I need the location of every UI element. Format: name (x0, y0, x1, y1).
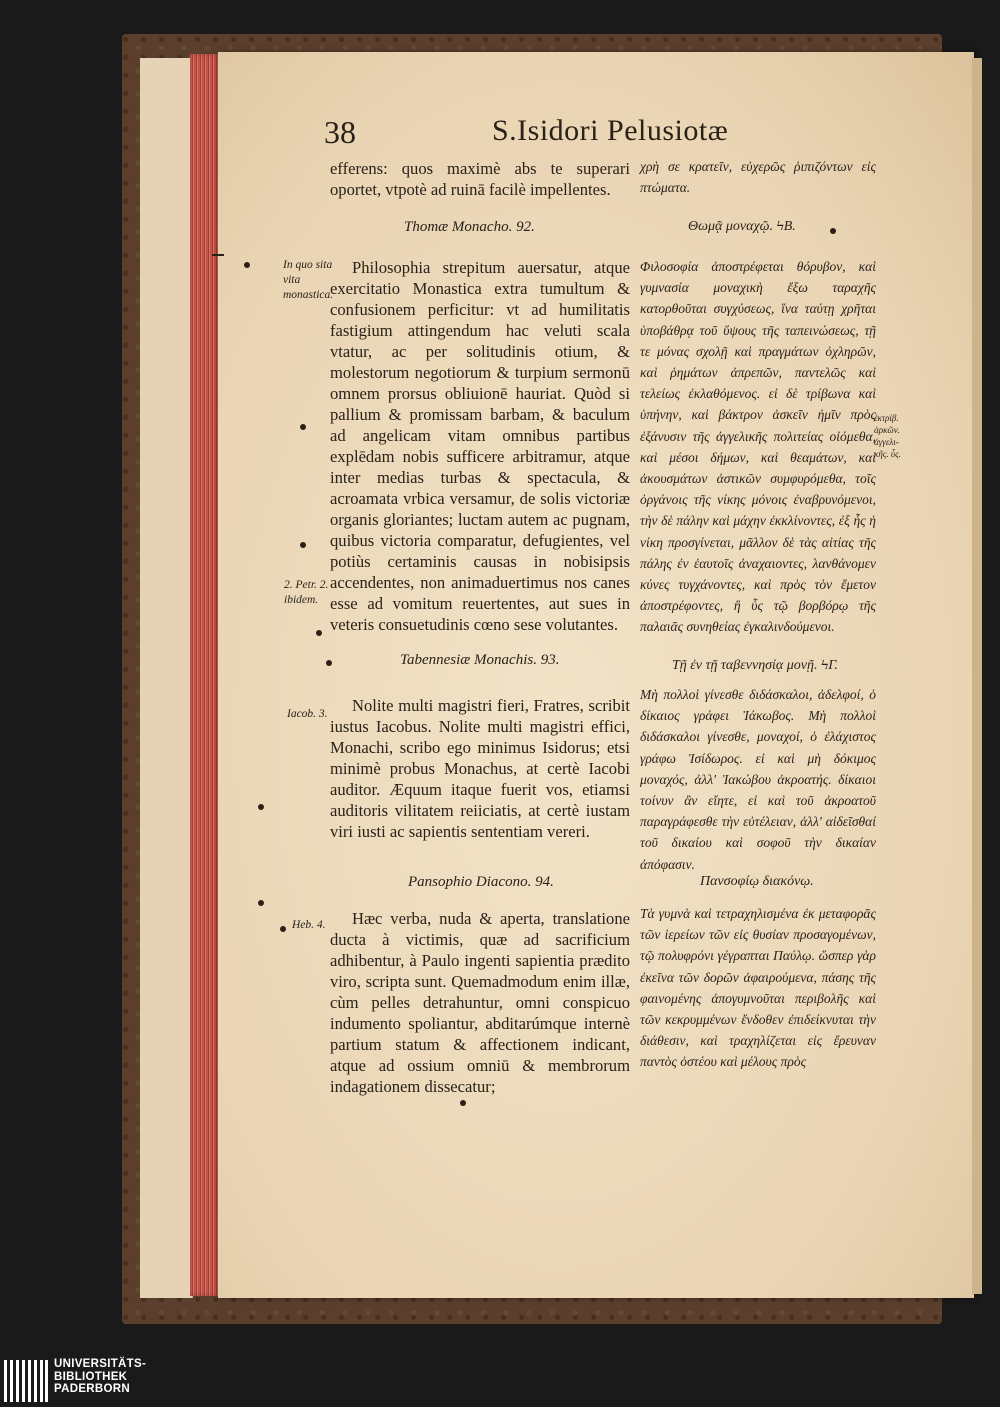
library-logo-text (54, 1358, 146, 1396)
latin-continuation (330, 158, 630, 200)
margin-note-jacob-3: Iacob. 3. (287, 708, 328, 720)
letter-92-latin (330, 257, 630, 635)
page-number: 38 (324, 114, 356, 150)
latin-body: Philosophia strepitum auersatur, atque exercitatio Monastica extra tumultum & confusionem perficitur: vt ad humilitatis fastigium attingendum hac veluti scala vtatur, ac per solitudinis otium, & molestorum negotiorum & turpium sermonū omnem prorsus obliuionē hauriat. Quòd si pallium & promissam barbam, & baculum ad angelicam vitam omnibus partibus explēdam nobis sufficere arbitramur, atque inter medias turbas & spectacula, & acroamata vrbica versamur, de solis victoriæ organis gloriantes; luctam autem ac pugnam, quibus victoria comparatur, defugientes, vel potiùs certaminis causas in nobisipsis accendentes, non animaduertimus nos canes esse ad vomitum reuertentes, aut sues in veteris consuetudinis cœno sese volutantes. (330, 258, 630, 634)
margin-note-hebrews-4: Heb. 4. (292, 919, 326, 931)
greek-continuation (640, 156, 876, 198)
greek-body: Μὴ πολλοὶ γίνεσθε διδάσκαλοι, ἀδελφοί, ὁ δίκαιος γράφει Ἰάκωβος. Μὴ πολλοὶ διδάσκαλοι γίνεσθε, μοναχοί, ὁ ἐλάχιστος γράφω Ἰσίδωρος. εἰ καὶ μὴ δόκιμος μοναχός, ἀλλ' Ἰακώβου ἀκροατής. δίκαιοι τοίνυν ἂν εἴητε, εἰ καὶ τοῦ ἀκροατοῦ παραγράφεσθε τὴν εὐτέλειαν, ἀλλ' αἰδεῖσθαί τοῦ δικαίου καὶ σοφοῦ τὴν δικαίαν ἀπόφασιν. (640, 687, 876, 872)
library-logo-icon (4, 1360, 48, 1402)
greek-body: Τὰ γυμνὰ καὶ τετραχηλισμένα ἐκ μεταφορᾶς τῶν ἱερείων τῶν εἰς θυσίαν προσαγομένων, τῷ πολυφρόνι γέγραπται Παύλῳ. ὥσπερ γὰρ ἐκεῖνα τῶν δορῶν ἀφαιρούμενα, πάσης τῆς φαινομένης ἀπογυμνοῦται περιβολῆς καὶ τῶν κεκρυμμένων ἔνδοθεν ἐπιδείκνυται τὴν διάθεσιν, καὶ τραχηλίζεται εἰς ἔρευναν παντὸς ὀστέου καὶ μέλους πρὸς (640, 906, 876, 1070)
greek-margin-notes: ἐκτρίβ. ἀρκῶν. ἀγγελι- κῆς. ὗς. (874, 413, 901, 459)
ink-dot (300, 424, 306, 430)
ink-mark (212, 254, 224, 256)
ink-dot (326, 660, 332, 666)
greek-body: Φιλοσοφία ἀποστρέφεται θόρυβον, καὶ γυμνασία μοναχικὴ ἔξω ταραχῆς κατορθοῦται συγχύσεως, ἵνα ταύτῃ χρῆται ὑποβάθρᾳ τοῦ ὕψους τῆς ταπεινώσεως, τῇ τε μόνας σχολῇ καὶ πραγμάτων ὀχληρῶν, καὶ ῥημάτων ἀπρεπῶν, παντελῶς καὶ τελείως ἐκλαθόμενος. εἰ δὲ τρίβωνα καὶ ὑπήνην, καὶ βάκτρον ἀσκεῖν ἡμῖν πρὸς ἐξάνυσιν τῆς ἀγγελικῆς πολιτείας οἰόμεθα, καὶ μέσοι δήμων, καὶ θεαμάτων, καὶ ἀκουσμάτων ἀστικῶν συμφυρόμεθα, τοῖς ὀργάνοις τῆς νίκης μόνοις ἐναβρυνόμενοι, τὴν δὲ πάλην καὶ μάχην ἐκκλίνοντες, ἐξ ἧς ἡ νίκη προσγίνεται, μᾶλλον δὲ τὰς αἰτίας τῆς πάλης ἐν ἑαυτοῖς ἀναχαιοντες, λανθάνομεν κύνες τυγχάνοντες, καὶ πρὸς τὸν ἔμετον ἀποστρέφοντες, ἢ ὗς τῷ βορβόρῳ τῆς παλαιᾶς συνηθείας ἐγκαλινδούμενοι. (640, 259, 876, 635)
running-title: S.Isidori Pelusiotæ (492, 114, 729, 147)
ink-dot (830, 228, 836, 234)
latin-text: efferens: quos maximè abs te superari oportet, vtpotè ad ruinā facilè impellentes. (330, 159, 630, 199)
latin-body: Nolite multi magistri fieri, Fratres, scribit iustus Iacobus. Nolite multi magistri effici, Monachi, scribo ego minimus Isidorus; etsi minimè probus Monachus, at certè Iacobi auditor. Æquum itaque fuerit vos, etiamsi auditoris vilitatem reiiciatis, at certè iustam viri iusti ac sapientis sententiam vereri. (330, 696, 630, 841)
letter-92-greek (640, 256, 876, 638)
red-page-edges (190, 54, 220, 1296)
ink-dot (300, 542, 306, 548)
letter-93-heading-greek: Τῇ ἐν τῇ ταβεννησίᾳ μονῇ. ϞΓ. (672, 658, 838, 673)
library-logo-strip (0, 1356, 1000, 1407)
letter-93-heading-latin: Tabennesiæ Monachis. 93. (400, 652, 560, 668)
ink-dot (280, 926, 286, 932)
letter-94-heading-greek: Πανσοφίῳ διακόνῳ. (700, 874, 814, 889)
letter-92-heading-latin: Thomæ Monacho. 92. (404, 219, 535, 235)
letter-93-latin (330, 695, 630, 842)
letter-93-greek (640, 684, 876, 875)
margin-note-2-peter: 2. Petr. 2. ibidem. (284, 579, 329, 606)
ink-dot (258, 900, 264, 906)
page-right-edge (972, 58, 982, 1294)
flyleaf (140, 58, 193, 1298)
letter-94-latin (330, 908, 630, 1097)
letter-94-greek (640, 903, 876, 1073)
letter-94-heading-latin: Pansophio Diacono. 94. (408, 874, 554, 890)
ink-dot (258, 804, 264, 810)
logo-line: BIBLIOTHEK (54, 1370, 128, 1383)
ink-dot (244, 262, 250, 268)
logo-line: PADERBORN (54, 1383, 130, 1396)
ink-dot (460, 1100, 466, 1106)
logo-line: UNIVERSITÄTS- (54, 1358, 147, 1370)
latin-body: Hæc verba, nuda & aperta, translatione ducta à victimis, quæ ad sacrificium adhibentur, à Paulo ingenti sapientia prædito viro, scripta sunt. Quemadmodum enim illæ, cùm pelles detrahuntur, omni conspicuo indumento spoliantur, abditarúmque internè partium statum & affectionem indicant, atque ad ossium omniū & membrorum indagationem dissecatur; (330, 909, 630, 1096)
ink-dot (316, 630, 322, 636)
greek-text: χρὴ σε κρατεῖν, εὐχερῶς ῥιπιζόντων εἰς πτώματα. (640, 159, 876, 196)
book-page (218, 52, 974, 1298)
letter-92-heading-greek: Θωμᾷ μοναχῷ. ϞΒ. (688, 219, 796, 234)
margin-note-monastic-life: In quo sita vita monastica. (283, 259, 334, 301)
